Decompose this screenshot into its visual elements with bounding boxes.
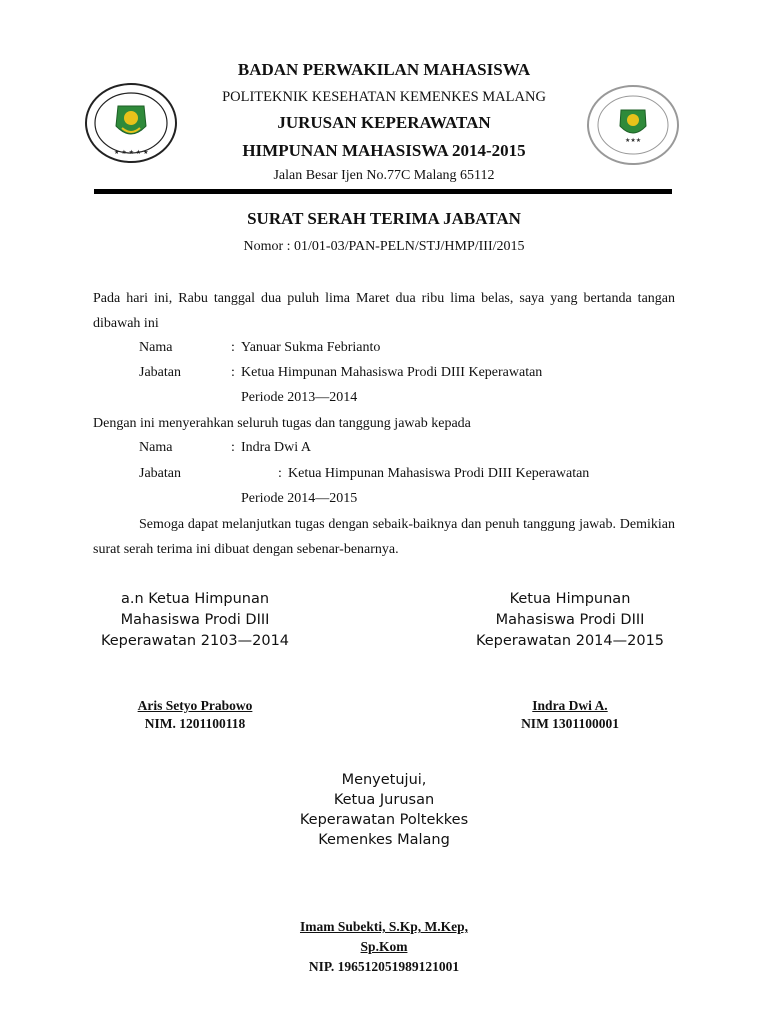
right-signer-block [450,698,690,732]
colon: : [231,340,235,355]
first-name-value: Yanuar Sukma Febrianto [241,340,381,355]
address-line: Jalan Besar Ijen No.77C Malang 65112 [273,168,495,183]
svg-text:★★★: ★★★ [625,137,642,144]
approval-line4: Kemenkes Malang [318,832,450,848]
institution-heading: POLITEKNIK KESEHATAN KEMENKES MALANG [222,89,546,105]
approval-block [234,770,534,850]
first-position-value: Ketua Himpunan Mahasiswa Prodi DIII Keperawatan [241,365,543,380]
left-signer-nim: NIM. 1201100118 [144,716,246,731]
second-position-label: Jabatan [139,466,181,481]
approval-line3: Keperawatan Poltekkes [299,812,469,828]
right-signer-nim: NIM 1301100001 [521,716,619,731]
first-name-label: Nama [139,340,173,355]
approver-block [234,917,534,977]
left-sig-line1: a.n Ketua Himpunan [120,591,270,607]
left-signature-title [78,589,312,652]
second-period: Periode 2014—2015 [241,491,358,506]
colon: : [231,440,235,455]
first-period: Periode 2013—2014 [241,390,358,405]
right-sig-line1: Ketua Himpunan [509,591,631,607]
right-signer-name: Indra Dwi A. [532,698,608,713]
colon: : [278,466,282,481]
letter-title: SURAT SERAH TERIMA JABATAN [247,209,521,228]
first-position-label: Jabatan [139,365,181,380]
association-heading: HIMPUNAN MAHASISWA 2014-2015 [242,141,526,160]
opening-paragraph: Pada hari ini, Rabu tanggal dua puluh lima Maret dua ribu lima belas, saya yang bertanda tangan dibawah ini [93,291,675,331]
left-signer-name: Aris Setyo Prabowo [137,698,253,713]
right-sig-line2: Mahasiswa Prodi DIII [495,612,645,628]
approver-title: Sp.Kom [360,939,408,954]
left-sig-line3: Keperawatan 2103—2014 [100,633,290,649]
approver-nip: NIP. 196512051989121001 [308,959,460,974]
left-sig-line2: Mahasiswa Prodi DIII [120,612,270,628]
svg-text:★ ★ ★ ★ ★: ★ ★ ★ ★ ★ [114,149,149,156]
approval-line1: Menyetujui, [341,772,427,788]
second-position-value: Ketua Himpunan Mahasiswa Prodi DIII Keperawatan [288,466,590,481]
header-divider [94,189,672,194]
second-name-value: Indra Dwi A [241,440,311,455]
department-heading: JURUSAN KEPERAWATAN [277,113,491,132]
second-name-label: Nama [139,440,173,455]
left-signer-block [78,698,312,732]
closing-paragraph: Semoga dapat melanjutkan tugas dengan sebaik-baiknya dan penuh tanggung jawab. Demikian surat serah terima ini dibuat dengan sebenar-benarnya. [93,517,675,557]
approver-name: Imam Subekti, S.Kp, M.Kep, [299,919,469,934]
letter-number: Nomor : 01/01-03/PAN-PELN/STJ/HMP/III/2015 [243,239,525,254]
colon: : [231,365,235,380]
org-heading: BADAN PERWAKILAN MAHASISWA [237,60,531,79]
right-signature-title [450,589,690,652]
right-sig-line3: Keperawatan 2014—2015 [475,633,665,649]
handover-line: Dengan ini menyerahkan seluruh tugas dan tanggung jawab kepada [93,416,471,431]
approval-line2: Ketua Jurusan [333,792,435,808]
